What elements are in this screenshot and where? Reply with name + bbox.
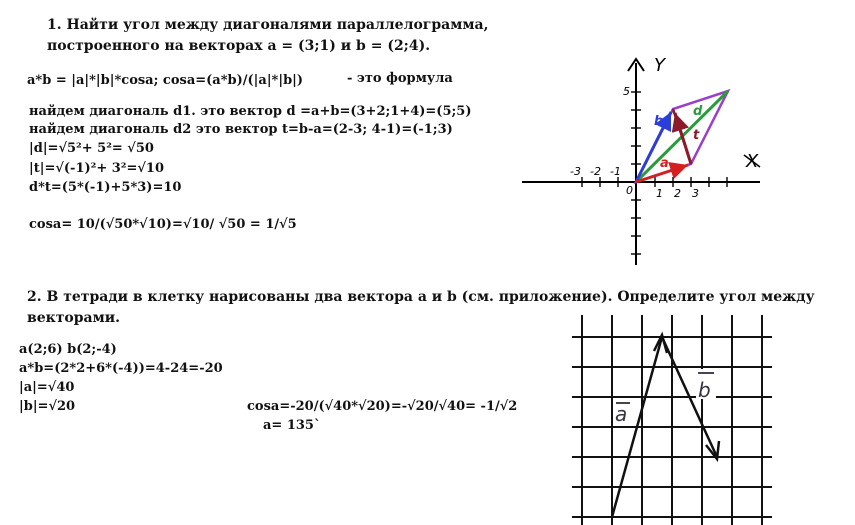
x-tick-m2: -2	[590, 165, 601, 178]
cos-result-1: cosa= 10/(√50*√10)=√10/ √50 = 1/√5	[29, 217, 297, 232]
label-a: a	[615, 402, 628, 426]
vector-t-label: t	[693, 128, 700, 143]
problem2-title-line2: векторами.	[27, 310, 121, 326]
x-axis-label: X	[746, 151, 759, 172]
y-tick-5: 5	[623, 85, 630, 98]
x-tick-m3: -3	[570, 165, 581, 178]
dot-product-dt: d*t=(5*(-1)+5*3)=10	[29, 180, 182, 195]
vector-coords: a(2;6) b(2;-4)	[19, 342, 117, 357]
modulus-b: |b|=√20	[19, 399, 76, 414]
vector-d-label: d	[693, 104, 703, 119]
angle-result: a= 135`	[263, 418, 321, 433]
x-tick-m1: -1	[610, 165, 621, 178]
vector-b-label: b	[654, 114, 664, 129]
formula: a*b = |a|*|b|*cosa; cosa=(a*b)/(|a|*|b|)	[27, 73, 304, 88]
cos-result-2: cosa=-20/(√40*√20)=-√20/√40= -1/√2	[247, 399, 518, 414]
origin-label: 0	[626, 184, 633, 197]
problem1-title-line2: построенного на векторах a = (3;1) и b = (2;4).	[47, 38, 431, 54]
step-d2: найдем диагональ d2 это вектор t=b-a=(2-3; 4-1)=(-1;3)	[29, 122, 453, 137]
problem2-title-line1: 2. В тетради в клетку нарисованы два вектора a и b (см. приложение). Определите угол между	[27, 289, 815, 305]
x-tick-2: 2	[674, 187, 681, 200]
parallelogram-graph	[520, 55, 780, 270]
step-d1: найдем диагональ d1. это вектор d =a+b=(3+2;1+4)=(5;5)	[29, 104, 472, 119]
dot-product-ab: a*b=(2*2+6*(-4))=4-24=-20	[19, 361, 223, 376]
formula-note: - это формула	[347, 71, 453, 86]
vector-a-label: a	[660, 156, 669, 171]
modulus-t: |t|=√(-1)²+ 3²=√10	[29, 161, 165, 176]
grid-vectors-image	[572, 315, 772, 525]
problem1-title-line1: 1. Найти угол между диагоналями параллелограмма,	[47, 17, 489, 33]
label-b: b	[698, 378, 711, 402]
y-axis-label: Y	[654, 55, 665, 76]
modulus-a: |a|=√40	[19, 380, 75, 395]
x-tick-3: 3	[692, 187, 699, 200]
modulus-d: |d|=√5²+ 5²= √50	[29, 141, 154, 156]
x-tick-1: 1	[656, 187, 663, 200]
